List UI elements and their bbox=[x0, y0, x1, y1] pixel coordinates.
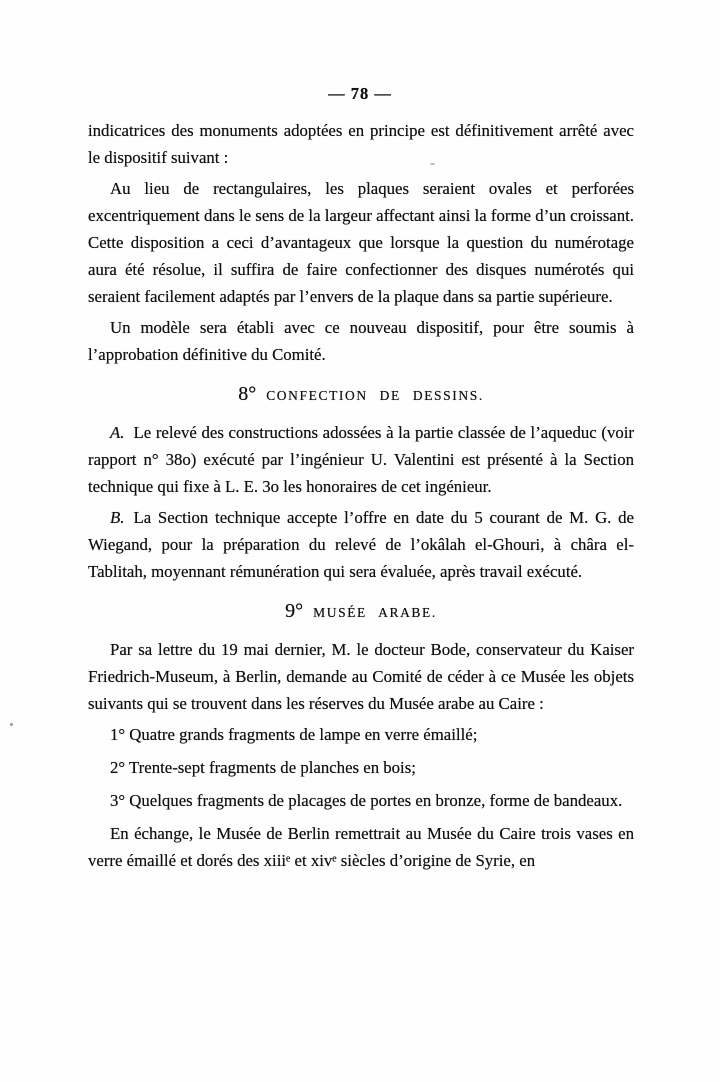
paragraph-lead-letter: A. bbox=[110, 423, 125, 442]
paragraph-modele-dispositif: Un modèle sera établi avec ce nouveau dispositif, pour être soumis à l’approbation définitive du Comité. bbox=[88, 318, 634, 364]
list-item-fragments-lampe: 1° Quatre grands fragments de lampe en verre émaillé; bbox=[110, 725, 478, 744]
section-heading-confection-dessins bbox=[88, 381, 634, 409]
section-heading-musee-arabe bbox=[88, 598, 634, 626]
section-number: 8° bbox=[238, 383, 257, 405]
list-item-fragments-planches: 2° Trente-sept fragments de planches en bois; bbox=[110, 758, 416, 777]
paragraph-echange-vases: En échange, le Musée de Berlin remettrait au Musée du Caire trois vases en verre émaillé et dorés des xiiiᵉ et xivᵉ siècles d’origine de Syrie, en bbox=[88, 824, 634, 870]
section-number: 9° bbox=[285, 600, 304, 622]
scan-artifact-speck bbox=[430, 163, 435, 165]
paragraph-continuation-intro: indicatrices des monuments adoptées en principe est définitivement arrêté avec le dispositif suivant : bbox=[88, 121, 634, 167]
paragraph-text: Le relevé des constructions adossées à la partie classée de l’aqueduc (voir rapport n° 38o) exécuté par l’ingénieur U. Valentini est présenté à la Section technique qui fixe à L. E. 3o les honoraires de cet ingénieur. bbox=[88, 423, 634, 496]
paragraph-lettre-bode: Par sa lettre du 19 mai dernier, M. le docteur Bode, conservateur du Kaiser Friedrich-Museum, à Berlin, demande au Comité de céder à ce Musée les objets suivants qui se trouvent dans les réserves du Musée arabe au Caire : bbox=[88, 640, 634, 713]
paragraph-item-b-offre-wiegand bbox=[88, 504, 634, 585]
page-number: — 78 — bbox=[328, 84, 392, 103]
scan-artifact-speck bbox=[10, 723, 13, 726]
paragraph-item-a-releve-aqueduc bbox=[88, 419, 634, 500]
paragraph-lead-letter: B. bbox=[110, 508, 125, 527]
paragraph-plaques-ovales: Au lieu de rectangulaires, les plaques seraient ovales et perforées excentriquement dans le sens de la largeur affectant ainsi la forme d’un croissant. Cette disposition a ceci d’avantageux que lorsque la question du numérotage aura été résolue, il suffira de faire confectionner des disques numérotés qui seraient facilement adaptés par l’envers de la plaque dans sa partie supérieure. bbox=[88, 179, 634, 306]
section-title: MUSÉE ARABE. bbox=[313, 605, 437, 620]
page-body-text bbox=[88, 117, 634, 878]
paragraph-text: La Section technique accepte l’offre en date du 5 courant de M. G. de Wiegand, pour la préparation du relevé de l’okâlah el-Ghouri, à châra el-Tablitah, moyennant rémunération qui sera évaluée, après travail exécuté. bbox=[88, 508, 634, 581]
list-item-fragments-placages: 3° Quelques fragments de placages de portes en bronze, forme de bandeaux. bbox=[110, 791, 623, 810]
section-title: CONFECTION DE DESSINS. bbox=[266, 388, 484, 403]
